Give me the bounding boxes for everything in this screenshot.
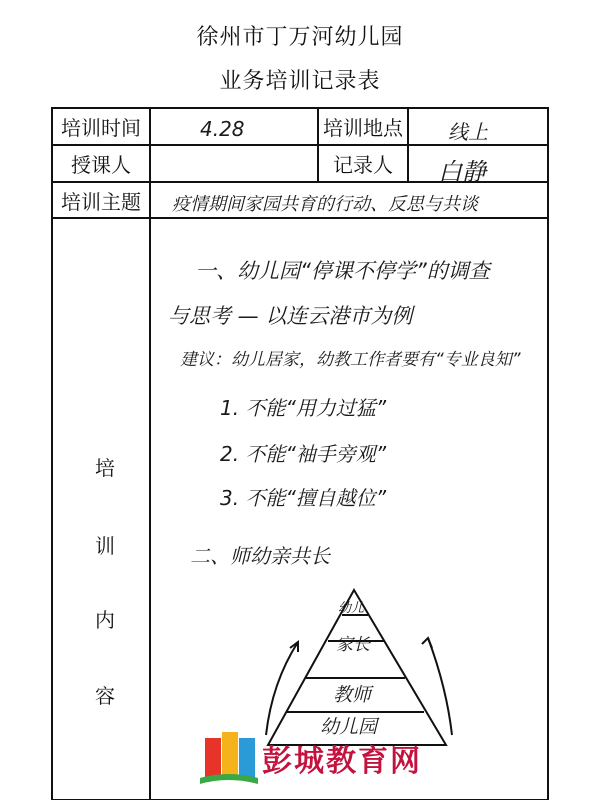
topic-label: 培训主题 (61, 189, 141, 214)
lecturer-label: 授课人 (71, 153, 131, 177)
training-time-value: 4.28 (200, 117, 245, 141)
content-item-1: 1. 不能“用力过猛” (220, 396, 387, 420)
content-label-char-4: 容 (95, 684, 115, 708)
watermark-text: 彭城教育网 (262, 744, 422, 779)
content-line-2: 与思考 — 以连云港市为例 (168, 304, 413, 328)
content-item-3: 3. 不能“擅自越位” (220, 486, 387, 510)
pyramid-level-3: 教师 (333, 684, 372, 706)
pyramid-level-1: 幼儿 (338, 601, 365, 616)
pyramid-level-4: 幼儿园 (320, 716, 378, 738)
content-label-char-3: 内 (95, 608, 115, 632)
form-title: 业务培训记录表 (219, 69, 381, 94)
training-place-value: 线上 (448, 120, 488, 144)
school-name: 徐州市丁万河幼儿园 (196, 25, 404, 50)
topic-value: 疫情期间家园共育的行动、反思与共谈 (172, 194, 478, 215)
content-line-3: 建议：幼儿居家，幼教工作者要有“专业良知” (180, 350, 521, 370)
book-logo-icon (200, 732, 258, 784)
content-line-4: 二、师幼亲共长 (190, 544, 330, 568)
pyramid-level-2: 家长 (336, 635, 370, 655)
training-place-label: 培训地点 (323, 116, 403, 140)
content-line-1: 一、幼儿园“停课不停学”的调查 (195, 259, 490, 283)
recorder-label: 记录人 (333, 153, 393, 177)
content-item-2: 2. 不能“袖手旁观” (220, 442, 387, 466)
content-label-char-2: 训 (95, 534, 115, 558)
training-time-label: 培训时间 (61, 116, 141, 140)
content-label-char-1: 培 (95, 456, 115, 480)
recorder-value: 白静 (438, 158, 486, 186)
